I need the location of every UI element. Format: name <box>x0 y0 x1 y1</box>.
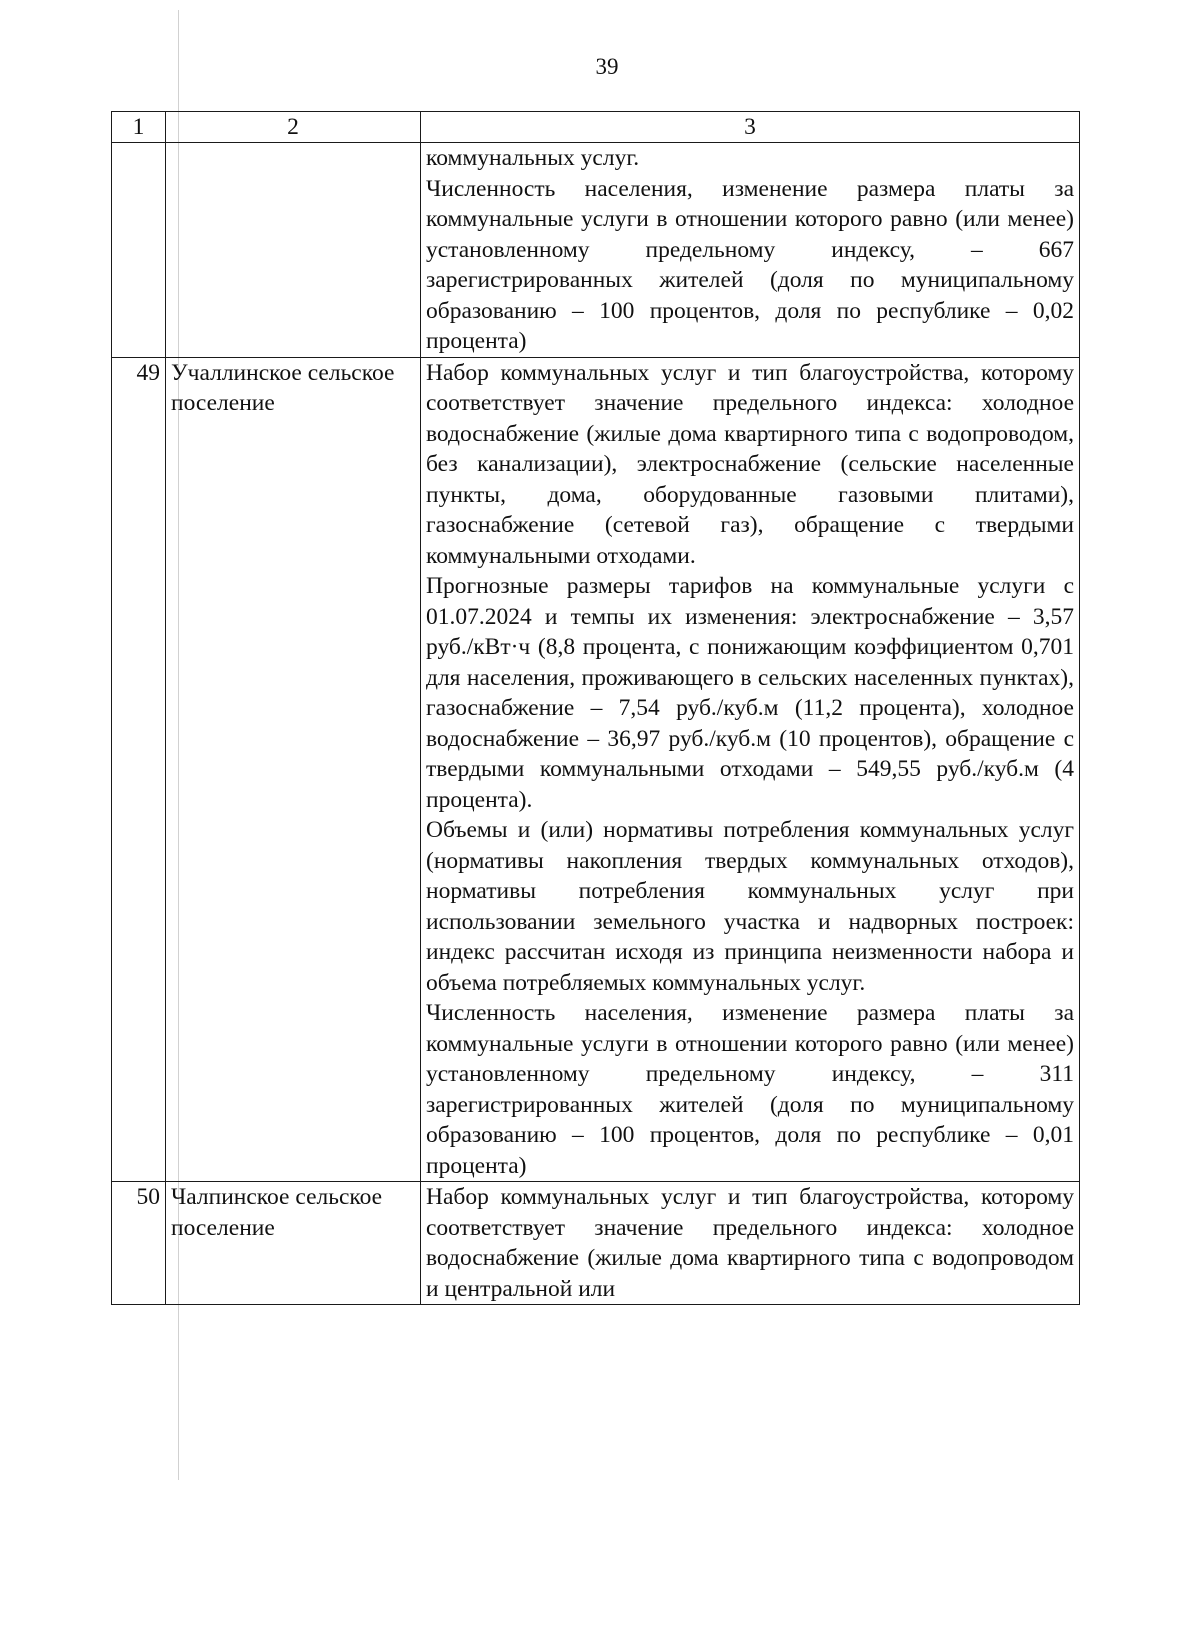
row-content <box>421 1182 1080 1305</box>
settlement-name: Учаллинское сельское поселение <box>166 357 421 1182</box>
content-paragraph: Объемы и (или) нормативы потребления коммунальных услуг (нормативы накопления твердых коммунальных отходов), нормативы потребления коммунальных услуг при использовании земельного участка и надворных построек: индекс рассчитан исходя из принципа неизменности набора и объема потребляемых коммунальных услуг. <box>426 817 1074 996</box>
table-row <box>112 1182 1080 1305</box>
content-paragraph: Численность населения, изменение размера платы за коммунальные услуги в отношении которого равно (или менее) установленному предельному индексу, – 311 зарегистрированных жителей (доля по муниципальному образованию – 100 процентов, доля по республике – 0,01 процента) <box>426 1000 1074 1179</box>
page-number: 39 <box>595 54 619 79</box>
content-paragraph: Численность населения, изменение размера платы за коммунальные услуги в отношении которого равно (или менее) установленному предельному индексу, – 667 зарегистрированных жителей (доля по муниципальному образованию – 100 процентов, доля по республике – 0,02 процента) <box>426 175 1074 354</box>
content-paragraph: коммунальных услуг. <box>426 145 640 171</box>
row-content <box>421 357 1080 1182</box>
header-col-3: 3 <box>421 112 1080 143</box>
row-number: 49 <box>112 357 166 1182</box>
row-number <box>112 143 166 358</box>
settlement-name <box>166 143 421 358</box>
table-row <box>112 143 1080 358</box>
settlement-name: Чалпинское сельское поселение <box>166 1182 421 1305</box>
content-paragraph: Прогнозные размеры тарифов на коммунальные услуги с 01.07.2024 и темпы их изменения: электроснабжение – 3,57 руб./кВт·ч (8,8 процента, с понижающим коэффициентом 0,701 для населения, проживающего в сельских населенных пунктах), газоснабжение – 7,54 руб./куб.м (11,2 процента), холодное водоснабжение – 36,97 руб./куб.м (10 процентов), обращение с твердыми коммунальными отходами – 549,55 руб./куб.м (4 процента). <box>426 573 1074 813</box>
header-col-1: 1 <box>112 112 166 143</box>
row-content <box>421 143 1080 358</box>
table-row <box>112 357 1080 1182</box>
content-paragraph: Набор коммунальных услуг и тип благоустройства, которому соответствует значение предельного индекса: холодное водоснабжение (жилые дома квартирного типа с водопроводом и центральной или <box>426 1184 1074 1302</box>
header-col-2: 2 <box>166 112 421 143</box>
tariff-table <box>111 111 1080 1305</box>
table-header-row <box>112 112 1080 143</box>
content-paragraph: Набор коммунальных услуг и тип благоустройства, которому соответствует значение предельного индекса: холодное водоснабжение (жилые дома квартирного типа с водопроводом, без канализации), электроснабжение (сельские населенные пункты, дома, оборудованные газовыми плитами), газоснабжение (сетевой газ), обращение с твердыми коммунальными отходами. <box>426 359 1074 569</box>
row-number: 50 <box>112 1182 166 1305</box>
